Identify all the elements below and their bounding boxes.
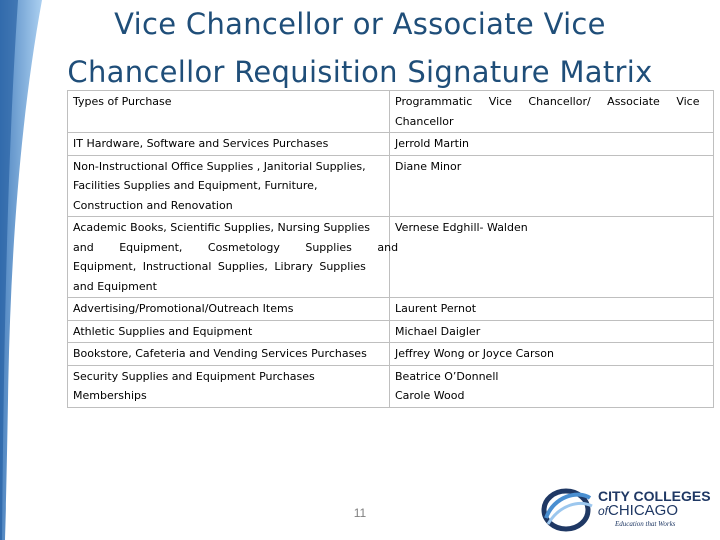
- swirl-logo-icon: [540, 484, 596, 534]
- purchase-cell: [68, 155, 390, 217]
- logo-tagline: Education that Works: [615, 520, 676, 528]
- header-approver-line-2: Chancellor: [395, 114, 454, 128]
- purchase-line: Equipment, Instructional Supplies, Library Supplies: [73, 260, 366, 273]
- purchase-line: Academic Books, Scientific Supplies, Nursing Supplies: [73, 221, 370, 234]
- table-row: [68, 217, 714, 298]
- approver-cell: Jerrold Martin: [390, 133, 714, 156]
- approver-cell: Laurent Pernot: [390, 298, 714, 321]
- table-row: [68, 155, 714, 217]
- approver-cell: [390, 365, 714, 407]
- purchase-cell: IT Hardware, Software and Services Purchases: [68, 133, 390, 156]
- approver-line: Beatrice O’Donnell: [395, 369, 499, 383]
- slide-title-line-1: Vice Chancellor or Associate Vice: [114, 7, 606, 41]
- slide-title-line-2: Chancellor Requisition Signature Matrix: [67, 55, 653, 89]
- table-row: [68, 343, 714, 366]
- purchase-line: and Equipment, Cosmetology Supplies and: [73, 240, 399, 254]
- approver-line: Carole Wood: [395, 389, 465, 402]
- table-row: [68, 320, 714, 343]
- approver-cell: Diane Minor: [390, 155, 714, 217]
- purchase-line: Security Supplies and Equipment Purchases: [73, 369, 315, 383]
- approver-cell: Michael Daigler: [390, 320, 714, 343]
- header-types-of-purchase: Types of Purchase: [68, 91, 390, 133]
- table-header-row: [68, 91, 714, 133]
- header-approver: [390, 91, 714, 133]
- logo-text-of: of: [598, 504, 609, 518]
- purchase-cell: Advertising/Promotional/Outreach Items: [68, 298, 390, 321]
- purchase-cell: Bookstore, Cafeteria and Vending Services Purchases: [68, 343, 390, 366]
- purchase-line: Facilities Supplies and Equipment, Furniture,: [73, 179, 318, 192]
- purchase-line: Non-Instructional Office Supplies , Janitorial Supplies,: [73, 159, 366, 173]
- logo-text-chicago: CHICAGO: [608, 502, 679, 519]
- purchase-cell: [68, 217, 399, 298]
- purchase-line: Memberships: [73, 389, 147, 402]
- page-number: 11: [353, 506, 367, 520]
- header-approver-line-1: Programmatic Vice Chancellor/ Associate Vice: [395, 95, 700, 108]
- purchase-line: and Equipment: [73, 279, 157, 293]
- table-row: [68, 133, 714, 156]
- table-row: [68, 365, 714, 407]
- signature-matrix-table: [67, 90, 714, 408]
- purchase-cell: Athletic Supplies and Equipment: [68, 320, 390, 343]
- logo-text-of-chicago: [598, 503, 678, 519]
- purchase-line: Construction and Renovation: [73, 198, 233, 212]
- table-row: [68, 298, 714, 321]
- logo-text-city-colleges: CITY COLLEGES: [598, 488, 711, 504]
- slide-title: [40, 0, 680, 96]
- approver-cell: Jeffrey Wong or Joyce Carson: [390, 343, 714, 366]
- city-colleges-logo: [540, 484, 710, 534]
- approver-cell: Vernese Edghill- Walden: [390, 217, 714, 298]
- purchase-cell: [68, 365, 390, 407]
